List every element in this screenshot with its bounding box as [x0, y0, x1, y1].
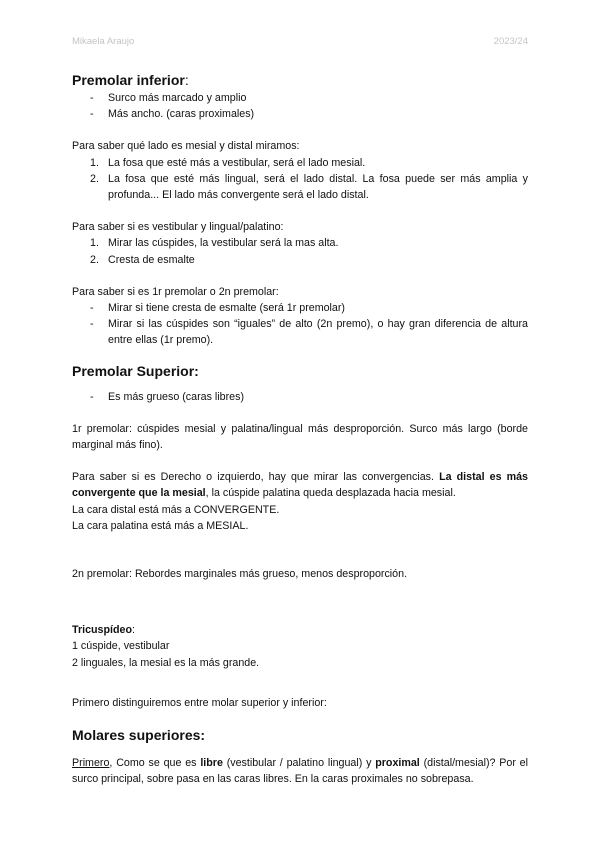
list-item: - Mirar si tiene cresta de esmalte (será 1r premolar) — [90, 302, 345, 315]
premolar-type-intro: Para saber si es 1r premolar o 2n premolar: — [72, 285, 279, 298]
list-item: 2. La fosa que esté más lingual, será el lado distal. La fosa puede ser más amplia y profunda... El lado más convergente será el lado distal. — [90, 172, 528, 202]
first-premolar-paragraph: 1r premolar: cúspides mesial y palatina/lingual más desproporción. Surco más largo (borde marginal más fino). — [72, 422, 528, 452]
premolar-inferior-bullets — [72, 90, 528, 122]
vestibular-intro: Para saber si es vestibular y lingual/palatino: — [72, 221, 284, 234]
molar-intro: Primero distinguiremos entre molar superior y inferior: — [72, 696, 327, 709]
list-item: 1. La fosa que esté más a vestibular, será el lado mesial. — [90, 156, 366, 169]
mesial-distal-intro: Para saber qué lado es mesial y distal miramos: — [72, 140, 300, 153]
document-body — [72, 70, 528, 787]
tricuspid-heading: Tricuspídeo: — [72, 624, 135, 637]
molares-paragraph: Primero, Como se que es libre (vestibular / palatino lingual) y proximal (distal/mesial)? Por el surco principal, sobre pasa en las caras libres. En la caras proximales no sobrepasa. — [72, 757, 529, 786]
header-year: 2023/24 — [493, 36, 528, 47]
heading-premolar-inferior: Premolar inferior: — [72, 72, 189, 88]
distal-convergent-line: La cara distal está más a CONVERGENTE. — [72, 503, 280, 516]
palatine-mesial-line: La cara palatina está más a MESIAL. — [72, 519, 249, 532]
tricuspid-line-1: 1 cúspide, vestibular — [72, 640, 170, 653]
list-item: - Es más grueso (caras libres) — [90, 390, 245, 403]
list-item: 2. Cresta de esmalte — [90, 253, 195, 266]
heading-molares-superiores: Molares superiores: — [72, 727, 206, 744]
mesial-distal-list — [72, 155, 528, 204]
premolar-superior-bullets — [72, 389, 528, 405]
list-item: - Más ancho. (caras proximales) — [90, 108, 255, 121]
vestibular-list — [72, 235, 528, 267]
list-item: - Mirar si las cúspides son “iguales” de alto (2n premo), o hay gran diferencia de altura entre ellas (1r premo). — [90, 318, 528, 347]
header-author: Mikaela Araujo — [72, 36, 135, 47]
premolar-type-list — [72, 300, 528, 349]
tricuspid-line-2: 2 linguales, la mesial es la más grande. — [72, 656, 260, 669]
second-premolar-paragraph: 2n premolar: Rebordes marginales más grueso, menos desproporción. — [72, 568, 408, 581]
page-header — [72, 36, 528, 50]
list-item: 1. Mirar las cúspides, la vestibular será la mas alta. — [90, 237, 339, 250]
list-item: - Surco más marcado y amplio — [90, 92, 247, 104]
heading-premolar-superior: Premolar Superior: — [72, 362, 199, 379]
convergence-paragraph: Para saber si es Derecho o izquierdo, hay que mirar las convergencias. La distal es más convergente que la mesial, la cúspide palatina queda desplazada hacia mesial. — [72, 471, 529, 500]
